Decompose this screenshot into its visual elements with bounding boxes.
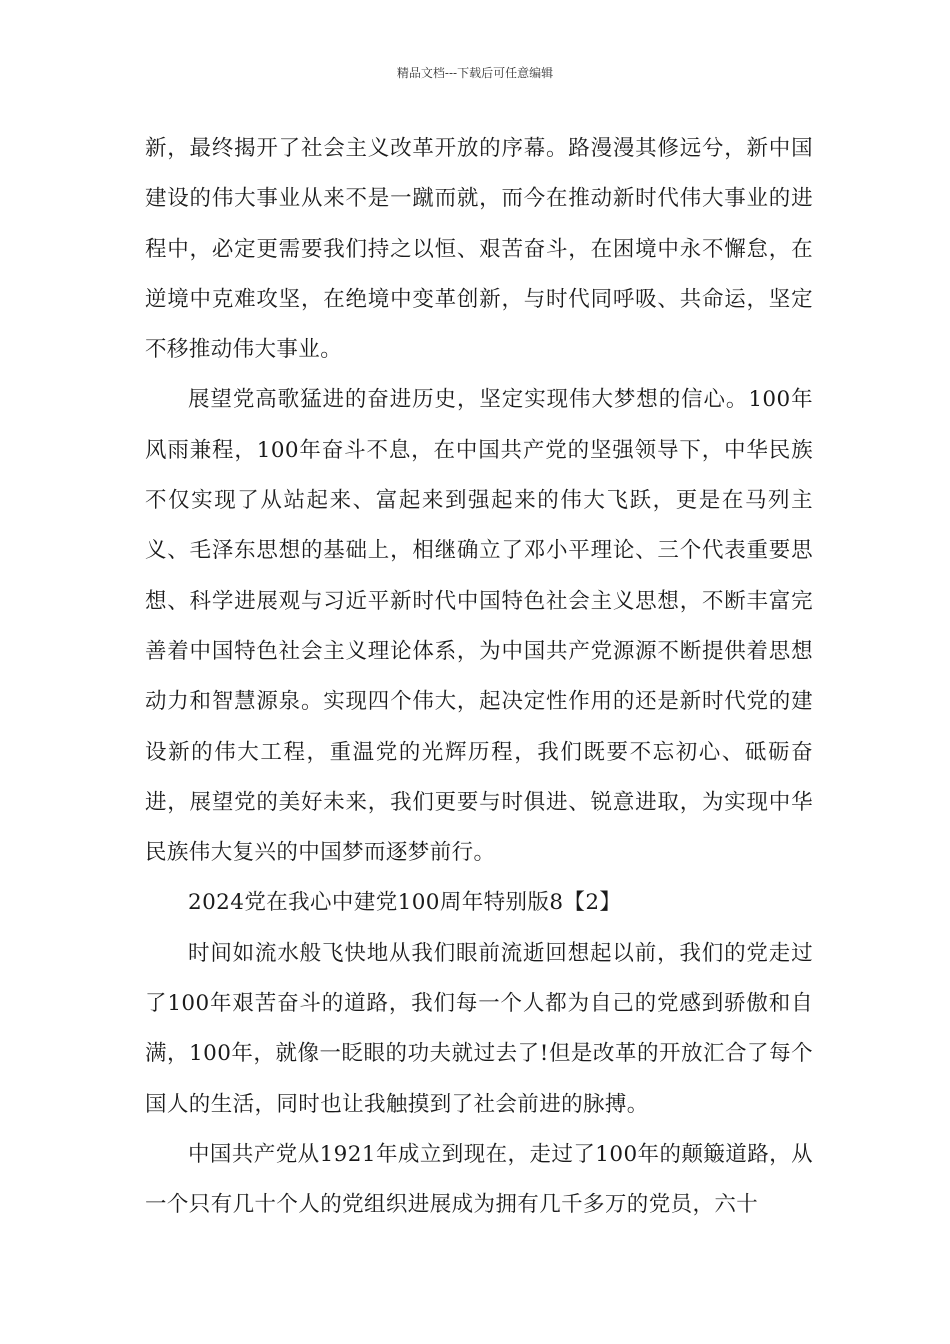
paragraph-time-flows: 时间如流水般飞快地从我们眼前流逝回想起以前，我们的党走过了100年艰苦奋斗的道路，我们每一个人都为自己的党感到骄傲和自满，100年，就像一眨眼的功夫就过去了!但是改革的开放汇合了每个国人的生活，同时也让我触摸到了社会前进的脉搏。 <box>145 940 813 1117</box>
document-body <box>145 124 813 1231</box>
section-heading: 2024党在我心中建党100周年特别版8【2】 <box>188 890 622 916</box>
page-header: 精品文档---下载后可任意编辑 <box>396 66 554 80</box>
paragraph-party-founding: 中国共产党从1921年成立到现在，走过了100年的颠簸道路，从一个只有几十个人的党组织进展成为拥有几千多万的党员，六十 <box>145 1141 813 1218</box>
paragraph-continuation: 新，最终揭开了社会主义改革开放的序幕。路漫漫其修远兮，新中国建设的伟大事业从来不是一蹴而就，而今在推动新时代伟大事业的进程中，必定更需要我们持之以恒、艰苦奋斗，在困境中永不懈怠，在逆境中克难攻坚，在绝境中变革创新，与时代同呼吸、共命运，坚定不移推动伟大事业。 <box>145 136 813 363</box>
paragraph-party-history: 展望党高歌猛进的奋进历史，坚定实现伟大梦想的信心。100年风雨兼程，100年奋斗不息，在中国共产党的坚强领导下，中华民族不仅实现了从站起来、富起来到强起来的伟大飞跃，更是在马列主义、毛泽东思想的基础上，相继确立了邓小平理论、三个代表重要思想、科学进展观与习近平新时代中国特色社会主义思想，不断丰富完善着中国特色社会主义理论体系，为中国共产党源源不断提供着思想动力和智慧源泉。实现四个伟大，起决定性作用的还是新时代党的建设新的伟大工程，重温党的光辉历程，我们既要不忘初心、砥砺奋进，展望党的美好未来，我们更要与时俱进、锐意进取，为实现中华民族伟大复兴的中国梦而逐梦前行。 <box>145 387 813 866</box>
